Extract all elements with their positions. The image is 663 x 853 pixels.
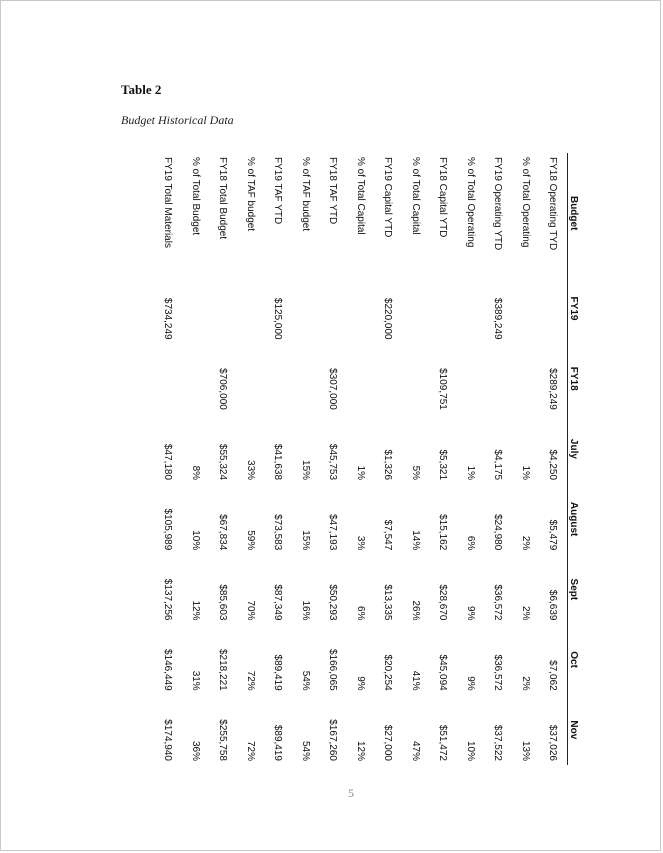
table-cell: $37,522 [492,724,504,761]
table-subtitle: Budget Historical Data [121,113,234,127]
column-header: August [568,484,580,554]
table-cell: $4,250 [547,449,559,481]
table-cell: $24,980 [492,514,504,551]
table-cell: $47,180 [162,443,174,481]
table-cell: 5% [409,465,421,481]
table-cell [264,344,291,414]
table-cell: $36,572 [492,654,504,691]
row-label: % of Total Capital [409,157,421,235]
table-cell [319,273,346,343]
row-label: % of TAF budget [299,157,311,232]
table-cell: $706,000 [217,368,229,410]
table-cell [209,273,236,343]
row-label: FY19 Capital YTD [382,157,394,238]
table-cell: $7,547 [382,519,394,551]
table-row [209,153,236,765]
table-row [511,153,538,765]
table-cell: 47% [409,740,421,761]
table-cell: 2% [519,535,531,551]
table-cell: 15% [299,530,311,551]
table-cell: 10% [189,530,201,551]
table-cell: $89,419 [272,654,284,691]
table-cell: 2% [519,676,531,691]
table-cell: 9% [354,676,366,691]
table-cell [347,273,374,343]
table-cell: 1% [354,465,366,481]
row-label: FY18 TAF YTD [327,157,339,225]
table-cell: $1,326 [382,449,394,481]
table-row [292,153,319,765]
table-cell: $289,249 [547,368,559,410]
table-cell [484,344,511,414]
table-cell: 10% [464,740,476,761]
table-cell: 9% [464,676,476,691]
table-cell [374,344,401,414]
table-cell: $13,335 [382,584,394,621]
column-header: Nov [568,695,580,765]
table-cell: $167,260 [327,719,339,761]
row-label: % of TAF budget [244,157,256,232]
table-cell: $73,583 [272,514,284,551]
table-cell [237,273,264,343]
table-cell: $20,254 [382,654,394,691]
table-row [456,153,483,765]
table-cell [237,344,264,414]
table-cell: $4,175 [492,449,504,481]
table-cell: 3% [354,535,366,551]
row-label: % of Total Operating [519,157,531,248]
row-label: % of Total Capital [354,157,366,235]
row-label: FY18 Capital YTD [437,157,449,238]
column-header: Sept [568,554,580,624]
table-row [539,153,568,765]
table-cell: 12% [354,740,366,761]
table-cell: $7,062 [547,660,559,691]
table-cell: $28,670 [437,584,449,621]
table-cell: $47,193 [327,514,339,551]
table-cell [539,273,568,343]
budget-table [154,153,579,765]
table-cell: $220,000 [382,297,394,340]
table-cell: 2% [519,606,531,621]
table-cell: $87,349 [272,584,284,621]
table-cell: $89,419 [272,724,284,761]
table-row [237,153,264,765]
table-row [374,153,401,765]
row-label: FY19 TAF YTD [272,157,284,225]
table-body [154,153,568,765]
table-cell: $137,256 [162,578,174,621]
table-cell: 16% [299,600,311,621]
table-cell: 9% [464,606,476,621]
column-header: Oct [568,624,580,694]
table-cell: $307,000 [327,368,339,410]
table-cell: 72% [244,670,256,691]
table-cell: 59% [244,530,256,551]
table-cell: 1% [464,465,476,481]
table-cell: $389,249 [492,297,504,340]
page-number: 5 [348,786,354,800]
rotated-table-container [154,153,579,765]
table-row [401,153,428,765]
table-cell: $218,221 [217,648,229,691]
table-cell: $734,249 [162,297,174,340]
row-label: % of Total Budget [189,157,201,236]
table-row [319,153,346,765]
table-cell: $105,989 [162,508,174,551]
table-cell: $50,293 [327,584,339,621]
row-label: FY19 Operating YTD [492,157,504,251]
table-cell: 54% [299,670,311,691]
column-header: FY18 [568,344,580,414]
row-label: FY18 Total Budget [217,157,229,240]
table-cell: $166,065 [327,648,339,691]
table-cell: $15,162 [437,514,449,551]
table-cell: 6% [354,606,366,621]
row-label: FY18 Operating TYD [547,157,559,251]
table-cell: $109,751 [437,368,449,410]
table-cell: 54% [299,740,311,761]
table-cell: 31% [189,670,201,691]
table-cell: $146,449 [162,648,174,691]
column-header: Budget [568,153,580,273]
table-cell: 6% [464,535,476,551]
table-cell [429,273,456,343]
table-cell: $51,472 [437,724,449,761]
table-header-row [568,153,580,765]
table-cell: 1% [519,465,531,481]
table-cell: 41% [409,670,421,691]
table-cell: $174,940 [162,719,174,761]
table-cell: $41,638 [272,443,284,481]
table-cell: 13% [519,740,531,761]
table-label: Table 2 [121,82,162,97]
table-cell: $36,572 [492,584,504,621]
table-cell [292,273,319,343]
table-cell: $55,324 [217,443,229,481]
table-cell: $5,321 [437,449,449,481]
table-cell: 26% [409,600,421,621]
table-cell: $37,026 [547,724,559,761]
table-cell [292,344,319,414]
table-row [182,153,209,765]
table-row [429,153,456,765]
table-cell: 72% [244,740,256,761]
table-cell: 12% [189,600,201,621]
table-cell [182,273,209,343]
table-cell [511,273,538,343]
table-cell [401,273,428,343]
table-cell: $45,094 [437,654,449,691]
column-header: FY19 [568,273,580,343]
table-cell: $255,758 [217,719,229,761]
table-cell: $6,639 [547,589,559,621]
table-cell [456,273,483,343]
table-cell: 8% [189,465,201,481]
table-cell [511,344,538,414]
table-cell: 14% [409,530,421,551]
table-cell [182,344,209,414]
table-cell: $85,603 [217,584,229,621]
column-header: July [568,414,580,484]
table-cell: $125,000 [272,297,284,340]
row-label: % of Total Operating [464,157,476,248]
table-cell [154,344,182,414]
table-cell: $5,479 [547,519,559,551]
table-cell [401,344,428,414]
table-row [347,153,374,765]
table-cell: $27,000 [382,724,394,761]
table-cell: 15% [299,460,311,481]
row-label: FY19 Total Materials [162,157,174,248]
table-cell: $45,753 [327,443,339,481]
table-cell [456,344,483,414]
table-row [264,153,291,765]
table-row [484,153,511,765]
table-cell: 36% [189,740,201,761]
table-cell: 33% [244,460,256,481]
table-row [154,153,182,765]
table-cell: 70% [244,600,256,621]
table-cell [347,344,374,414]
table-cell: $67,834 [217,514,229,551]
